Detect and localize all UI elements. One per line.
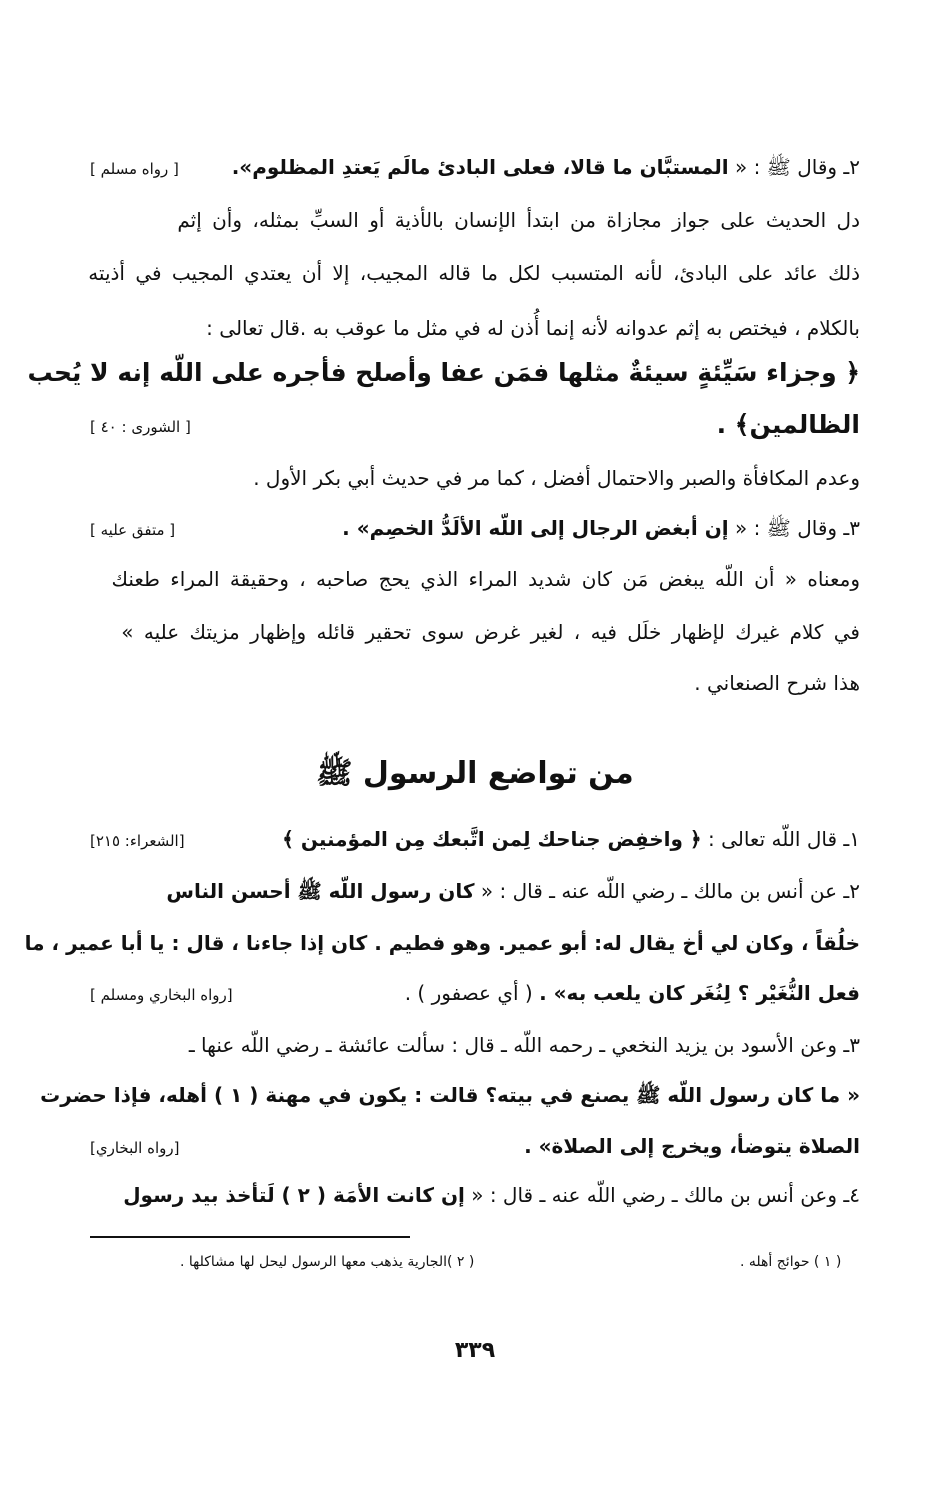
hadith-2-line (90, 152, 860, 182)
item-3-hadith-line: « ما كان رسول اللّه ﷺ يصنع في بيته؟ قالت : يكون في مهنة ( ١ ) أهله، فإذا حضرت (40, 1083, 860, 1107)
quran-verse-end-line (90, 410, 860, 441)
item-4-intro: ٤ـ وعن أنس بن مالك ـ رضي اللّه عنه ـ قال : « (464, 1183, 860, 1207)
item-2-text: كان رسول اللّه ﷺ أحسن الناس (166, 879, 475, 903)
quran-reference: [ الشورى : ٤٠ ] (90, 418, 191, 436)
hadith-3-text: إن أبغض الرجال إلى اللّه الألَدُّ الخصِم» . (342, 516, 729, 540)
paragraph-line: في كلام غيرك لإظهار خلَل فيه ، لغير غرض سوى تحقير قائله وإظهار مزيتك عليه » (121, 620, 860, 644)
footnote-divider (90, 1236, 410, 1238)
item-4-text: إن كانت الأمَة ( ٢ ) لَتأخذ بيد رسول (123, 1183, 465, 1207)
paragraph-line: وعدم المكافأة والصبر والاحتمال أفضل ، كما مر في حديث أبي بكر الأول . (253, 466, 860, 490)
quran-verse-end: الظالمين﴾ . (716, 410, 860, 439)
paragraph-line: هذا شرح الصنعاني . (694, 671, 860, 695)
paragraph-line: دل الحديث على جواز مجازاة من ابتدأ الإنسان بالأذية أو السبِّ بمثله، وأن إثم (177, 208, 860, 232)
item-3-line: ٣ـ وعن الأسود بن يزيد النخعي ـ رحمه اللّه ـ قال : سألت عائشة ـ رضي اللّه عنها ـ (188, 1033, 860, 1057)
hadith-2-intro: ٢ـ وقال ﷺ : « (728, 155, 860, 179)
hadith-3-intro: ٣ـ وقال ﷺ : « (728, 516, 860, 540)
footnote-2: ( ٢ )الجارية يذهب معها الرسول ليحل لها مشاكلها . (180, 1254, 475, 1270)
paragraph-line: ذلك عائد على البادئ، لأنه المتسبب لكل ما قاله المجيب، إلا أن يعتدي المجيب في أذيته (88, 261, 860, 285)
hadith-2-source: [ رواه مسلم ] (90, 160, 179, 178)
item-2-continuation: خلُقاً ، وكان لي أخ يقال له: أبو عمير. وهو فطيم . كان إذا جاءنا ، قال : يا أبا عمير ، ما (24, 931, 860, 955)
item-3-end-line (90, 1131, 860, 1161)
footnote-1: ( ١ ) حوائج أهله . (740, 1254, 842, 1270)
paragraph-line: بالكلام ، فيختص به إثم عدوانه لأنه إنما أُذن له في مثل ما عوقب به .قال تعالى : (206, 316, 860, 340)
section-heading: من تواضع الرسول ﷺ (316, 756, 634, 791)
hadith-2-text: المستبَّان ما قالا، فعلى البادئ مالَم يَعتدِ المظلوم». (231, 155, 729, 179)
item-1-reference: [الشعراء: ٢١٥] (90, 832, 185, 850)
item-2-intro: ٢ـ عن أنس بن مالك ـ رضي اللّه عنه ـ قال : « (474, 879, 860, 903)
quran-verse-line: ﴿ وجزاء سَيِّئةٍ سيئةٌ مثلها فمَن عفا وأصلح فأجره على اللّه إنه لا يُحب (27, 358, 860, 387)
hadith-3-line (90, 513, 860, 543)
item-1-verse: ﴿ واخفِض جناحك لِمن اتَّبعك مِن المؤمنين ﴾ (282, 827, 702, 851)
item-3-source: [رواه البخاري] (90, 1139, 180, 1157)
item-3-end-text: الصلاة يتوضأ، ويخرج إلى الصلاة» . (524, 1134, 860, 1158)
hadith-3-source: [ متفق عليه ] (90, 521, 176, 539)
item-1-intro: ١ـ قال اللّه تعالى : (701, 827, 860, 851)
item-2-source: [رواه البخاري ومسلم ] (90, 986, 233, 1004)
item-4-line (90, 1180, 860, 1210)
paragraph-line: ومعناه « أن اللّه يبغض مَن كان شديد المراء الذي يحج صاحبه ، وحقيقة المراء طعنك (111, 567, 860, 591)
item-2-end-text: فعل النُّغَيْر ؟ لِنُغَر كان يلعب به» . (539, 981, 860, 1005)
page-number: ٣٣٩ (454, 1338, 496, 1363)
item-2-gloss: ( أي عصفور ) . (404, 981, 540, 1005)
item-2-line (90, 876, 860, 906)
item-1-line (90, 824, 860, 854)
item-2-end-line (90, 978, 860, 1008)
